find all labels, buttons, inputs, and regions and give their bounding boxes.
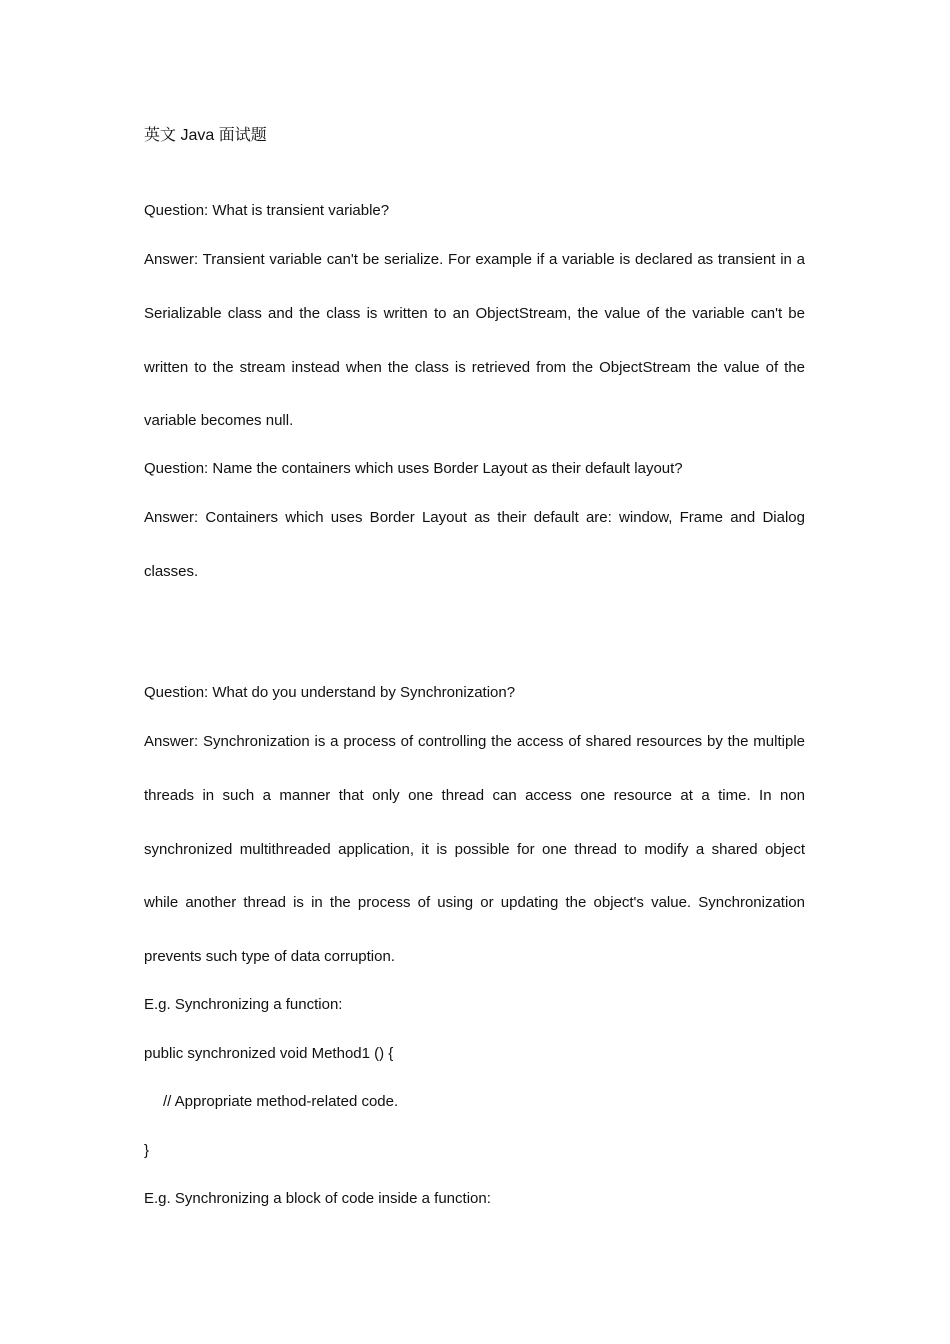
question-synchronization: Question: What do you understand by Synchronization? xyxy=(144,684,516,701)
question-border-layout: Question: Name the containers which uses Border Layout as their default layout? xyxy=(144,460,683,477)
document-title: 英文 Java 面试题 xyxy=(144,127,267,144)
answer-transient-line-3: written to the stream instead when the class is retrieved from the ObjectStream the value of the xyxy=(144,359,805,376)
answer-synchronization-line-1: Answer: Synchronization is a process of controlling the access of shared resources by the multiple xyxy=(144,733,805,750)
answer-border-layout-line-2: classes. xyxy=(144,563,199,580)
answer-synchronization-line-3: synchronized multithreaded application, it is possible for one thread to modify a shared object xyxy=(144,841,805,858)
answer-synchronization-line-4: while another thread is in the process of using or updating the object's value. Synchronization xyxy=(144,894,805,911)
code-closing-brace: } xyxy=(144,1142,150,1159)
answer-transient-line-1: Answer: Transient variable can't be serialize. For example if a variable is declared as transient in a xyxy=(144,251,805,268)
answer-border-layout-line-1: Answer: Containers which uses Border Layout as their default are: window, Frame and Dialog xyxy=(144,509,805,526)
example-function-heading: E.g. Synchronizing a function: xyxy=(144,996,343,1013)
answer-transient-line-2: Serializable class and the class is written to an ObjectStream, the value of the variable can't be xyxy=(144,305,805,322)
question-transient-variable: Question: What is transient variable? xyxy=(144,202,390,219)
answer-synchronization-line-5: prevents such type of data corruption. xyxy=(144,948,395,965)
answer-transient-line-4: variable becomes null. xyxy=(144,412,294,429)
code-method-signature: public synchronized void Method1 () { xyxy=(144,1045,394,1062)
example-block-heading: E.g. Synchronizing a block of code inside a function: xyxy=(144,1190,491,1207)
answer-synchronization-line-2: threads in such a manner that only one thread can access one resource at a time. In non xyxy=(144,787,805,804)
code-comment: // Appropriate method-related code. xyxy=(163,1093,399,1110)
